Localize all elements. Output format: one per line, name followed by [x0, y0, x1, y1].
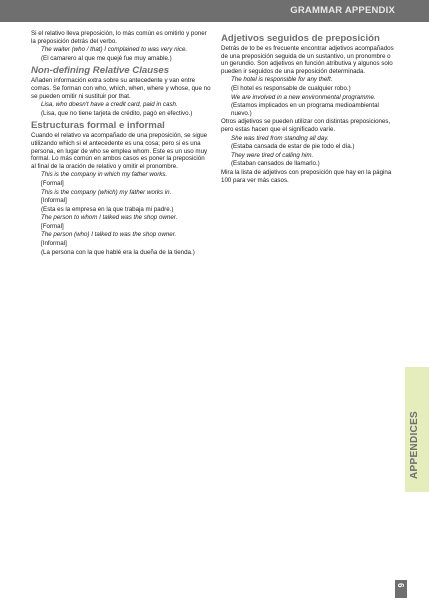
register-label: [Informal] — [41, 240, 67, 248]
section-heading: Estructuras formal e informal — [31, 120, 165, 132]
translation: (Estaba cansada de estar de pie todo el día.) — [231, 143, 355, 151]
right-column — [221, 30, 399, 185]
example: She was tired from standing all day. — [231, 134, 329, 142]
page-number: 9 — [397, 583, 406, 588]
example: The person to whom I talked was the shop owner. — [41, 214, 178, 222]
appendices-side-tab — [405, 367, 429, 492]
side-tab-label: APPENDICES — [409, 410, 420, 479]
example: The waiter (who / that) I complained to was very nice. — [41, 46, 188, 54]
page-title: GRAMMAR APPENDIX — [290, 5, 395, 16]
left-column — [31, 30, 211, 257]
paragraph: Cuando el relativo va acompañado de una preposición, se sigue utilizando which si el antecedente es una cosa; pero si es una persona, en lugar de who se emplea whom. Este es un uso muy formal. Lo más común en ambos casos es poner la preposición al final de la oración de relativo y omitir el pronombre. — [31, 132, 208, 170]
example: The person (who) I talked to was the shop owner. — [41, 231, 177, 239]
paragraph: Detrás de to be es frecuente encontrar adjetivos acompañados de una preposición seguida de un sustantivo, un pronombre o un gerundio. Son adjetivos en función atributiva y algunos solo pueden ir seguidos de una preposición determinada. — [221, 45, 394, 75]
section-heading: Adjetivos seguidos de preposición — [221, 33, 380, 44]
translation: (Lisa, que no tiene tarjeta de crédito, pagó en efectivo.) — [41, 109, 193, 117]
example: This is the company in which my father works. — [41, 171, 168, 179]
paragraph: Si el relativo lleva preposición, lo más común es omitirlo y poner la preposición detrás del verbo. — [31, 30, 207, 45]
translation: (El hotel es responsable de cualquier robo.) — [231, 84, 351, 92]
example: We are involved in a new environmental programme. — [231, 93, 376, 101]
example: Lisa, who doesn't have a credit card, paid in cash. — [41, 101, 178, 109]
translation: (Esta es la empresa en la que trabaja mi padre.) — [41, 205, 174, 213]
translation: (Estamos implicados en un programa medioambiental nuevo.) — [231, 102, 379, 117]
paragraph: Mira la lista de adjetivos con preposición que hay en la página 100 para ver más casos. — [221, 168, 392, 184]
header-bar — [0, 0, 429, 22]
register-label: [Formal] — [41, 222, 64, 230]
register-label: [Formal] — [41, 179, 64, 187]
example: They were tired of calling him. — [231, 151, 314, 159]
translation: (La persona con la que hablé era la dueña de la tienda.) — [41, 248, 195, 256]
register-label: [Informal] — [41, 197, 67, 205]
paragraph: Añaden información extra sobre su antecedente y van entre comas. Se forman con who, which, when, where y whose, que no se pueden omitir ni sustituir por that. — [31, 77, 211, 100]
example: This is the company (which) my father works in. — [41, 188, 172, 196]
page-number-box — [395, 580, 407, 598]
paragraph: Otros adjetivos se pueden utilizar con distintas preposiciones, pero estas hacen que el significado varíe. — [221, 118, 391, 133]
section-heading: Non-defining Relative Clauses — [31, 65, 170, 77]
translation: (El camarero al que me quejé fue muy amable.) — [41, 54, 172, 62]
translation: (Estaban cansados de llamarlo.) — [231, 160, 320, 168]
example: The hotel is responsible for any theft. — [231, 76, 333, 84]
